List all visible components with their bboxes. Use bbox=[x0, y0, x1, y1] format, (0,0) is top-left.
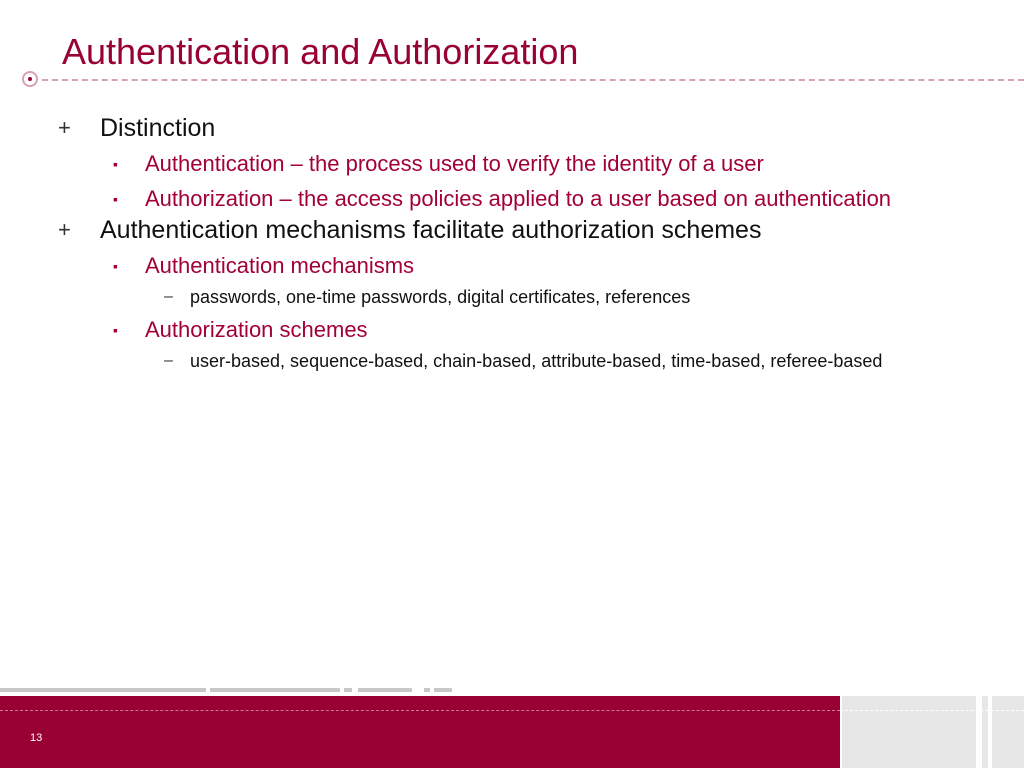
square-bullet-icon: ▪ bbox=[113, 191, 118, 207]
footer-stripe bbox=[210, 688, 340, 692]
detail-text: passwords, one-time passwords, digital certificates, references bbox=[190, 287, 691, 307]
plus-bullet-icon: + bbox=[58, 217, 71, 242]
footer-band bbox=[0, 696, 840, 768]
sub-bullet-text: Authentication mechanisms bbox=[145, 253, 415, 278]
bullet-distinction bbox=[58, 112, 958, 144]
sub-bullet-authorization-schemes bbox=[113, 315, 958, 345]
plus-bullet-icon: + bbox=[58, 115, 71, 140]
footer-stripe bbox=[344, 688, 352, 692]
title-divider bbox=[42, 79, 1024, 81]
title-ornament-icon bbox=[22, 71, 38, 87]
footer-right-panel bbox=[840, 696, 1024, 768]
bullet-mechanisms-schemes bbox=[58, 214, 958, 246]
footer-stripe bbox=[424, 688, 430, 692]
detail-mechanisms-list bbox=[164, 284, 958, 310]
slide-body bbox=[58, 112, 958, 374]
square-bullet-icon: ▪ bbox=[113, 258, 118, 274]
footer-stripe bbox=[434, 688, 452, 692]
footer-gray-block bbox=[982, 696, 988, 768]
footer-gray-block bbox=[842, 696, 976, 768]
slide-number: 13 bbox=[30, 732, 43, 744]
sub-bullet-authentication-mechanisms bbox=[113, 251, 958, 281]
slide-title: Authentication and Authorization bbox=[62, 31, 579, 72]
square-bullet-icon: ▪ bbox=[113, 156, 118, 172]
footer-stripe bbox=[0, 688, 206, 692]
sub-bullet-text: Authentication – the process used to verify the identity of a user bbox=[145, 151, 764, 176]
footer-dashed-line bbox=[840, 710, 1024, 711]
footer-dashed-line bbox=[0, 710, 840, 711]
footer-stripe bbox=[358, 688, 412, 692]
footer-gray-block bbox=[992, 696, 1024, 768]
bullet-text: Authentication mechanisms facilitate authorization schemes bbox=[100, 216, 762, 244]
square-bullet-icon: ▪ bbox=[113, 322, 118, 338]
detail-schemes-list bbox=[164, 348, 958, 374]
dash-bullet-icon: – bbox=[164, 288, 173, 305]
sub-bullet-authorization bbox=[113, 184, 958, 214]
sub-bullet-text: Authorization – the access policies applied to a user based on authentication bbox=[145, 186, 892, 211]
detail-text: user-based, sequence-based, chain-based, attribute-based, time-based, referee-based bbox=[190, 351, 883, 371]
dash-bullet-icon: – bbox=[164, 352, 173, 369]
sub-bullet-text: Authorization schemes bbox=[145, 317, 368, 342]
sub-bullet-authentication bbox=[113, 149, 958, 179]
bullet-text: Distinction bbox=[100, 114, 216, 142]
footer-decorative-stripes bbox=[0, 688, 460, 696]
